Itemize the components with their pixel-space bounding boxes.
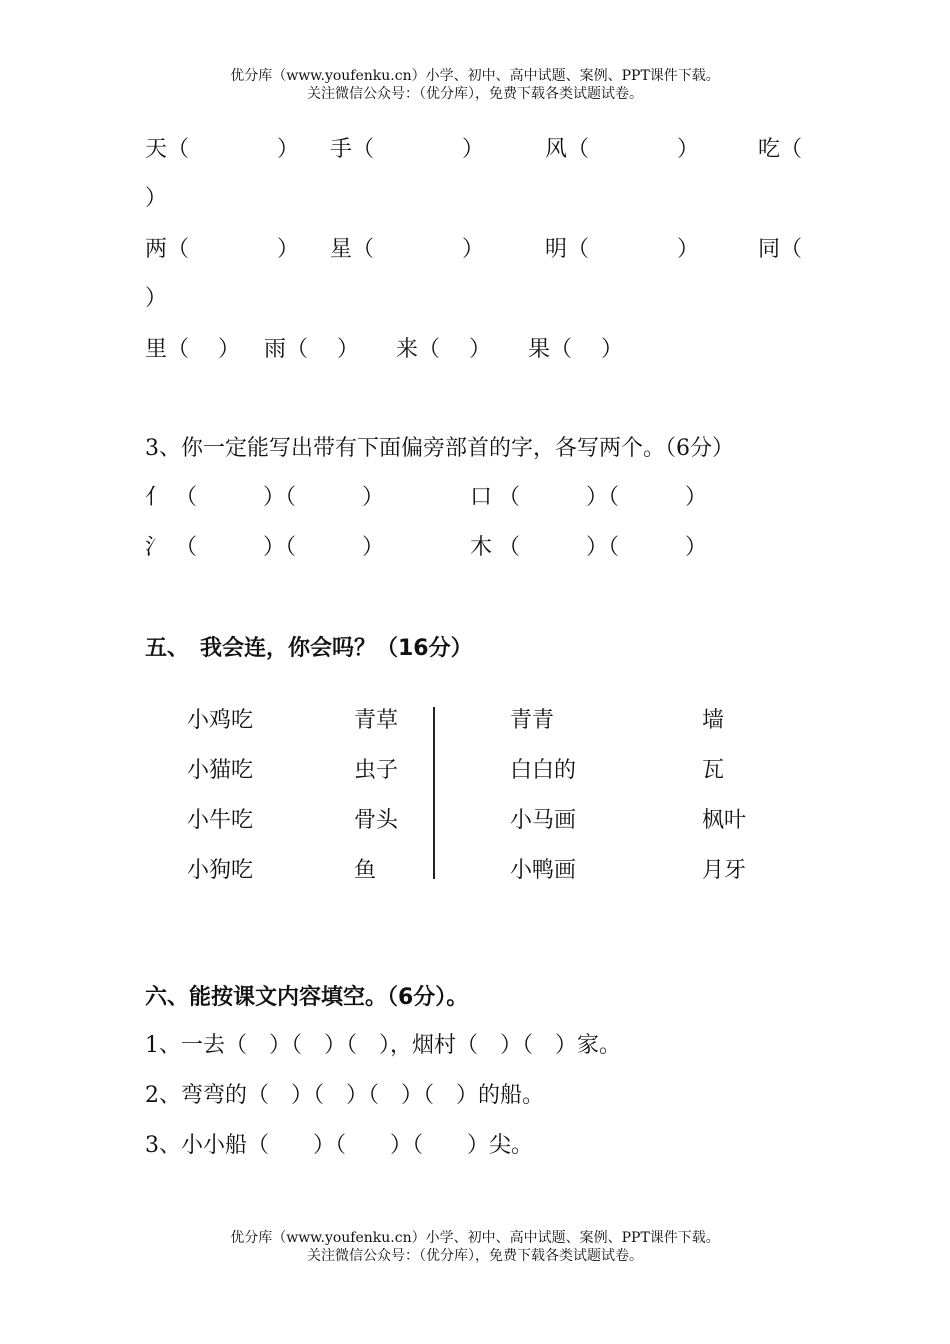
match-divider xyxy=(433,707,435,879)
match-item: 白白的 xyxy=(510,758,577,783)
q3-blanks: （ ）（ ） xyxy=(498,485,708,510)
match-item: 枫叶 xyxy=(702,808,747,833)
q3-radical: 氵 xyxy=(145,535,168,560)
phrase-item: 果（ ） xyxy=(528,337,623,362)
match-item: 小鸡吃 xyxy=(187,708,254,733)
section6-title: 六、能按课文内容填空。（6分）。 xyxy=(145,985,469,1010)
fill-line: 2、弯弯的（ ）（ ）（ ）（ ）的船。 xyxy=(145,1083,544,1108)
phrase-wrap: ） xyxy=(145,186,168,211)
q3-blanks: （ ）（ ） xyxy=(175,485,385,510)
q3-radical: 木 xyxy=(470,535,493,560)
phrase-item: 吃（ xyxy=(758,137,803,162)
q3-blanks: （ ）（ ） xyxy=(498,535,708,560)
match-item: 小猫吃 xyxy=(187,758,254,783)
match-item: 鱼 xyxy=(354,858,377,883)
match-item: 虫子 xyxy=(354,758,399,783)
phrase-item: 天（ ） xyxy=(145,137,300,162)
q3-blanks: （ ）（ ） xyxy=(175,535,385,560)
q3-radical: 亻 xyxy=(145,485,168,510)
q3-radical: 口 xyxy=(470,485,493,510)
fill-line: 1、一去（ ）（ ）（ ），烟村（ ）（ ）家。 xyxy=(145,1033,621,1058)
phrase-item: 星（ ） xyxy=(330,237,485,262)
phrase-item: 明（ ） xyxy=(545,237,700,262)
fill-line: 3、小小船（ ）（ ）（ ）尖。 xyxy=(145,1133,533,1158)
phrase-item: 来（ ） xyxy=(396,337,491,362)
match-item: 月牙 xyxy=(702,858,747,883)
match-item: 墙 xyxy=(702,708,725,733)
header-line-2: 关注微信公众号：（优分库），免费下载各类试题试卷。 xyxy=(307,86,643,102)
match-item: 小鸭画 xyxy=(510,858,577,883)
footer-line-2: 关注微信公众号：（优分库），免费下载各类试题试卷。 xyxy=(307,1248,643,1264)
phrase-item: 雨（ ） xyxy=(264,337,359,362)
match-item: 青青 xyxy=(510,708,555,733)
phrase-item: 里（ ） xyxy=(145,337,240,362)
header-line-1: 优分库（www.youfenku.cn）小学、初中、高中试题、案例、PPT课件下载。 xyxy=(230,68,720,84)
match-item: 小狗吃 xyxy=(187,858,254,883)
match-item: 小马画 xyxy=(510,808,577,833)
q3-title: 3、你一定能写出带有下面偏旁部首的字，各写两个。（6分） xyxy=(145,436,734,461)
match-item: 瓦 xyxy=(702,758,725,783)
footer-line-1: 优分库（www.youfenku.cn）小学、初中、高中试题、案例、PPT课件下载。 xyxy=(230,1230,720,1246)
phrase-wrap: ） xyxy=(145,286,168,311)
match-item: 小牛吃 xyxy=(187,808,254,833)
phrase-item: 手（ ） xyxy=(330,137,485,162)
phrase-item: 风（ ） xyxy=(545,137,700,162)
phrase-item: 两（ ） xyxy=(145,237,300,262)
match-item: 骨头 xyxy=(354,808,399,833)
section5-title: 五、 我会连，你会吗？（16分） xyxy=(145,636,473,661)
match-item: 青草 xyxy=(354,708,399,733)
phrase-item: 同（ xyxy=(758,237,803,262)
